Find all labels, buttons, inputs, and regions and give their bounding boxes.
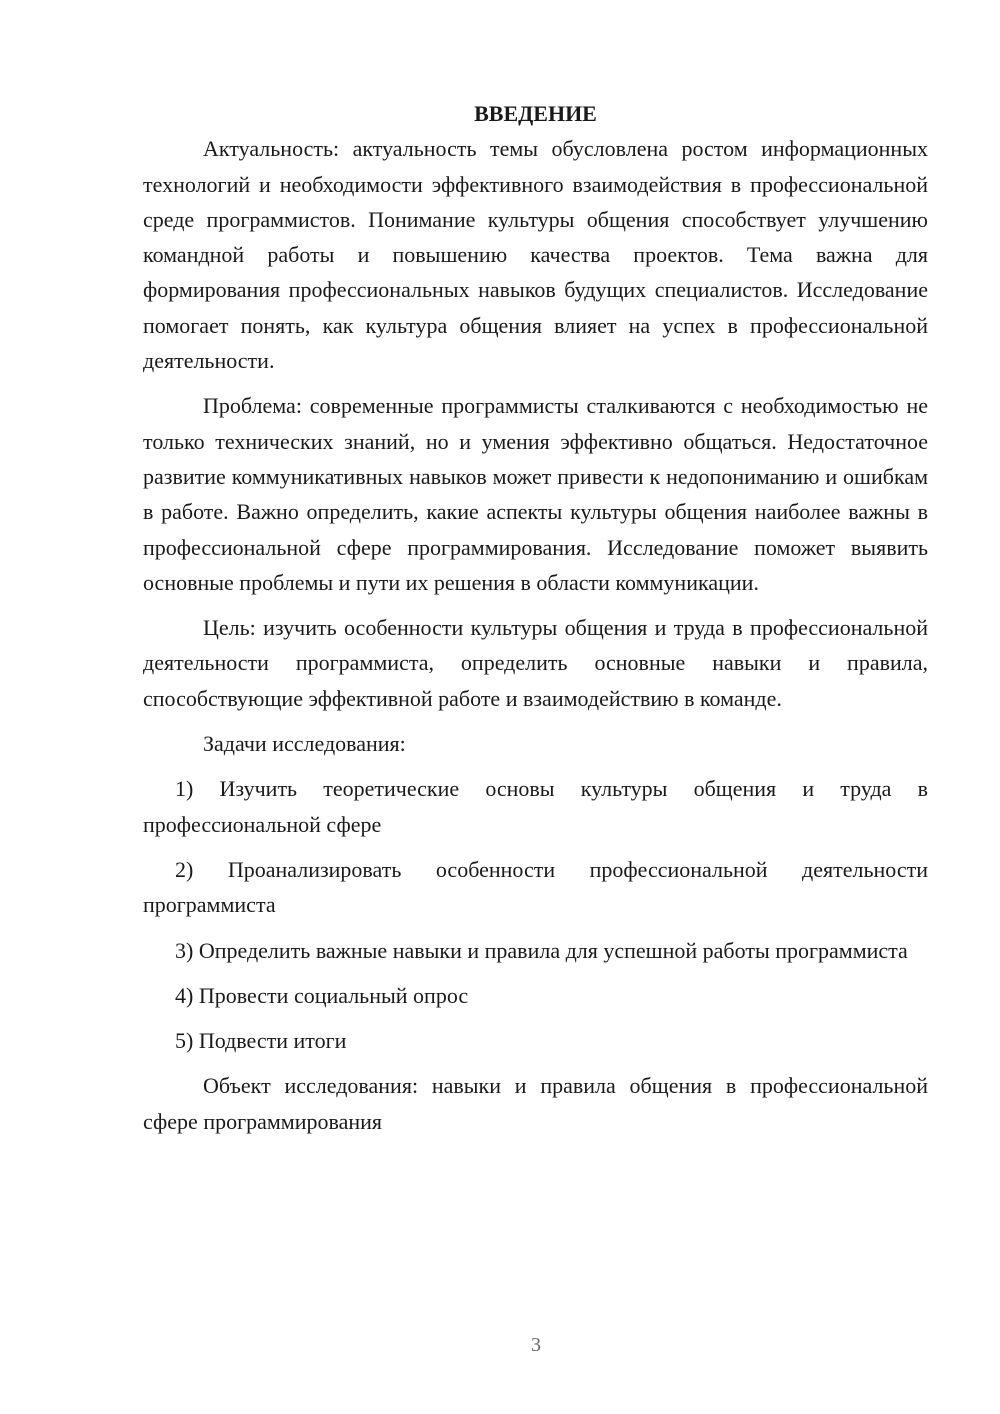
tasks-heading: Задачи исследования: bbox=[203, 731, 406, 757]
page-title: ВВЕДЕНИЕ bbox=[474, 101, 597, 126]
task-item-5: 5) Подвести итоги bbox=[175, 1028, 347, 1054]
task-item-4: 4) Провести социальный опрос bbox=[175, 982, 469, 1008]
task-item-1: 1) Изучить теоретические основы культуры общения и труда в профессиональной сфере bbox=[143, 776, 928, 837]
task-item-3: 3) Определить важные навыки и правила для успешной работы программиста bbox=[175, 937, 908, 963]
problem-paragraph: Проблема: современные программисты сталкиваются с необходимостью не только технических знаний, но и умения эффективно общаться. Недостаточное развитие коммуникативных навыков может привести к недопониманию и ошибкам в работе. Важно определить, какие аспекты культуры общения наиболее важны в профессиональной сфере программирования. Исследование поможет выявить основные проблемы и пути их решения в области коммуникации. bbox=[143, 393, 928, 595]
relevance-paragraph: Актуальность: актуальность темы обусловлена ростом информационных технологий и необходимости эффективного взаимодействия в профессиональной среде программистов. Понимание культуры общения способствует улучшению командной работы и повышению качества проектов. Тема важна для формирования профессиональных навыков будущих специалистов. Исследование помогает понять, как культура общения влияет на успех в профессиональной деятельности. bbox=[143, 136, 928, 374]
page-number: 3 bbox=[531, 1334, 541, 1356]
task-item-2: 2) Проанализировать особенности профессиональной деятельности программиста bbox=[143, 856, 928, 918]
object-paragraph: Объект исследования: навыки и правила общения в профессиональной сфере программирования bbox=[143, 1073, 928, 1134]
goal-paragraph: Цель: изучить особенности культуры общения и труда в профессиональной деятельности программиста, определить основные навыки и правила, способствующие эффективной работе и взаимодействию в команде. bbox=[143, 615, 928, 711]
document-body bbox=[143, 96, 928, 1139]
